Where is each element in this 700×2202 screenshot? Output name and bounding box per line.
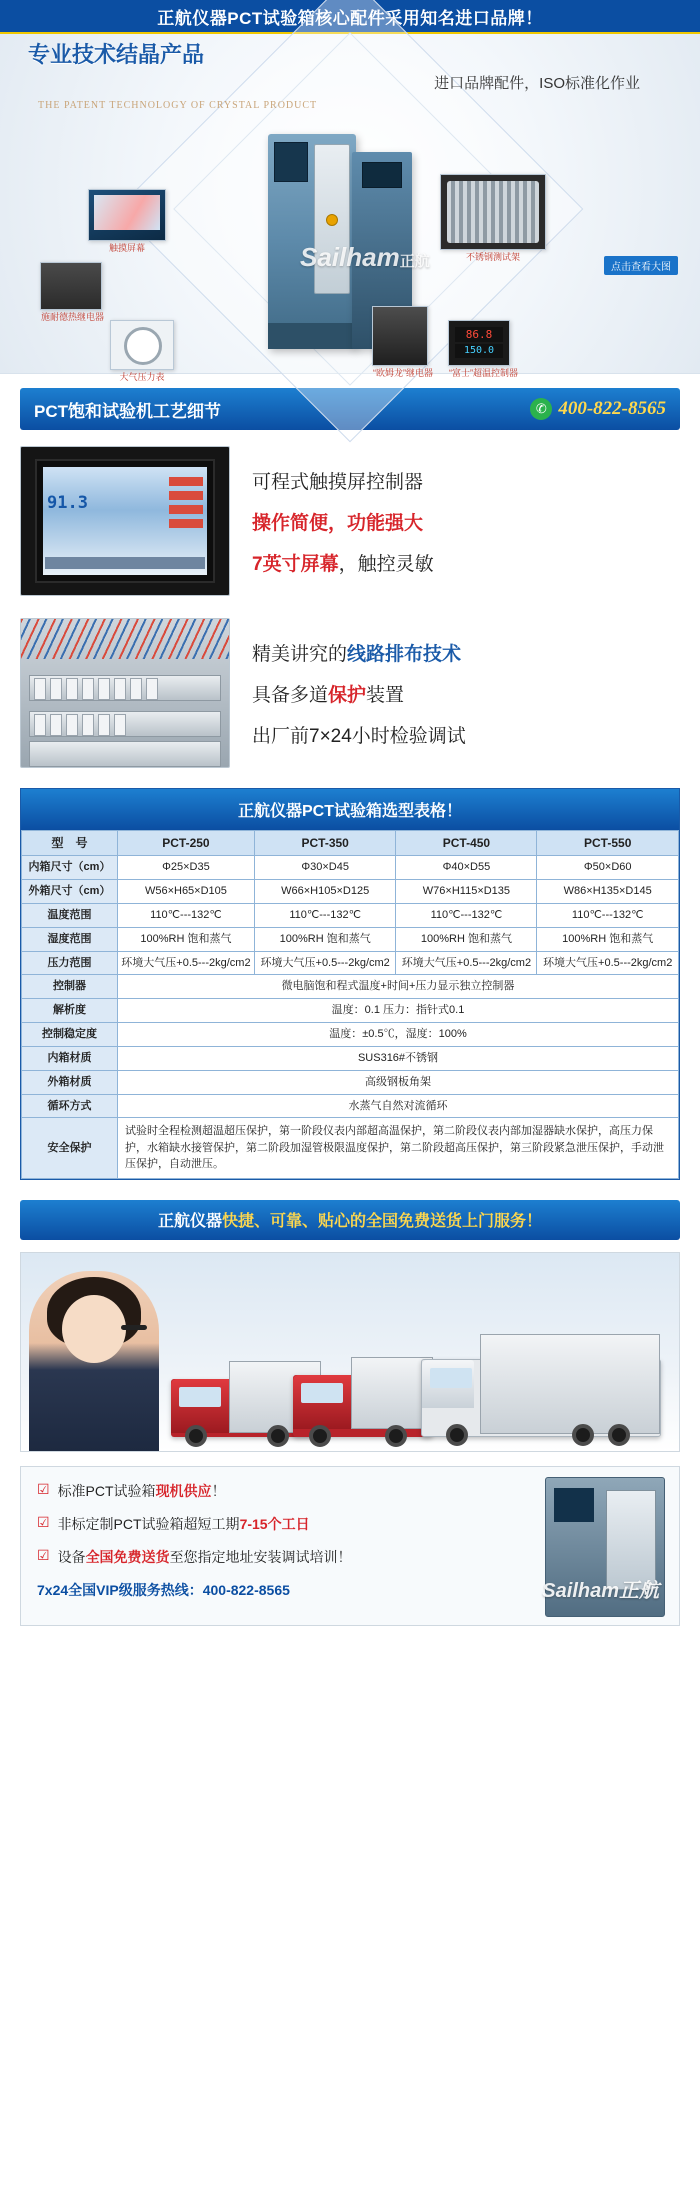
controller-pv-display: 86.8 (455, 327, 503, 342)
feature-1-line-1: 可程式触摸屏控制器 (252, 471, 424, 493)
feature-2-line-1 (252, 639, 680, 666)
cell: Φ40×D55 (396, 856, 537, 880)
terminal-block (82, 714, 94, 736)
chamber-secondary-screen (362, 162, 402, 188)
terminal-block (34, 678, 46, 700)
feature-row-wiring (20, 618, 680, 768)
truck-wheel (309, 1425, 331, 1447)
hmi-alarm-button-2 (169, 491, 203, 500)
component-label-coil: 不锈钢测试架 (465, 252, 520, 262)
promise-hotline: 7x24全国VIP级服务热线：400-822-8565 (37, 1581, 290, 1598)
cell: 环境大气压+0.5---2kg/cm2 (396, 951, 537, 975)
truck-wheel (572, 1424, 594, 1446)
cell-merged: SUS316#不锈钢 (118, 1046, 679, 1070)
promise-item-2-b: 7-15个工日 (239, 1515, 310, 1532)
truck-cab (422, 1360, 474, 1408)
spec-col-pct450: PCT-450 (396, 831, 537, 856)
row-label-outer-size: 外箱尺寸（cm） (22, 880, 118, 904)
hero-brand-watermark (300, 242, 430, 273)
hero-heading-group (0, 38, 700, 69)
chamber-control-panel (274, 142, 308, 182)
truck-wheel (385, 1425, 407, 1447)
hero-brand-name: Sailham (300, 242, 400, 272)
service-bar-highlight: 快捷、可靠、贴心的全国免费送货上门服务！ (222, 1213, 543, 1231)
component-thumb-omron-relay[interactable] (372, 306, 433, 378)
cell-merged: 水蒸气自然对流循环 (118, 1094, 679, 1118)
cell: Φ30×D45 (254, 856, 396, 880)
promise-item-2 (37, 1514, 457, 1534)
truck-window (430, 1368, 472, 1388)
feature-text-wiring (252, 639, 680, 748)
promise-brand-watermark (542, 1574, 659, 1603)
feature-1-line-3-rest: ，触控灵敏 (338, 553, 434, 575)
promise-item-1-a: 标准PCT试验箱 (57, 1482, 156, 1499)
row-label-circulation: 循环方式 (22, 1094, 118, 1118)
promise-item-2-text (58, 1514, 310, 1534)
feature-2-line-2-b: 保护 (328, 684, 367, 706)
cell: 110℃---132℃ (396, 903, 537, 927)
table-row (22, 856, 679, 880)
row-label-controller: 控制器 (22, 975, 118, 999)
spec-table-header-row (22, 831, 679, 856)
top-banner-text: 正航仪器PCT试验箱核心配件采用知名进口品牌！ (157, 8, 543, 28)
feature-row-touch-controller (20, 446, 680, 596)
truck-window (301, 1383, 343, 1403)
customer-service-agent-photo (29, 1271, 159, 1451)
cell-merged: 微电脑饱和程式温度+时间+压力显示独立控制器 (118, 975, 679, 999)
component-thumb-pressure-gauge[interactable] (110, 320, 174, 382)
terminal-block (50, 678, 62, 700)
promise-item-3 (37, 1547, 457, 1567)
component-label-ssr: “欧姆龙”继电器 (373, 368, 433, 378)
cell-safety-description: 试验时全程检测超温超压保护，第一阶段仪表内部超高温保护，第二阶段仪表内部加湿器缺水保护，高压力保护，水箱缺水接管保护，第二阶段加湿管极限温度保护，第二阶段超高压保护，第三阶段紧急泄压保护，手动泄压保护，自动泄压。 (118, 1118, 679, 1179)
cell-merged: 温度：±0.5℃，湿度：100% (118, 1023, 679, 1047)
table-row (22, 880, 679, 904)
terminal-block (98, 678, 110, 700)
truck-wheel (185, 1425, 207, 1447)
truck-wheel (608, 1424, 630, 1446)
spec-col-pct350: PCT-350 (254, 831, 396, 856)
promise-item-1 (37, 1481, 457, 1501)
cell: 110℃---132℃ (118, 903, 255, 927)
component-thumb-touchscreen[interactable] (88, 189, 166, 253)
feature-2-line-2 (252, 680, 680, 707)
hmi-alarm-button-3 (169, 505, 203, 514)
table-row (22, 1023, 679, 1047)
agent-face (62, 1295, 126, 1363)
table-row (22, 1070, 679, 1094)
truck-cab (293, 1375, 353, 1429)
cell: 100%RH 饱和蒸气 (118, 927, 255, 951)
delivery-truck-3 (421, 1359, 661, 1437)
row-label-safety: 安全保护 (22, 1118, 118, 1179)
cell: 110℃---132℃ (537, 903, 679, 927)
terminal-block (50, 714, 62, 736)
hmi-alarm-button-1 (169, 477, 203, 486)
promise-item-3-b: 全国免费送货 (85, 1548, 170, 1565)
terminal-block (114, 678, 126, 700)
service-bar-prefix: 正航仪器 (157, 1213, 222, 1231)
cabinet-control-panel (554, 1488, 594, 1522)
hmi-touch-panel-photo (20, 446, 230, 596)
promise-item-3-text (58, 1547, 352, 1567)
section-bar-title: PCT饱和试验机工艺细节 (34, 401, 221, 421)
row-label-humidity-range: 湿度范围 (22, 927, 118, 951)
table-row (22, 927, 679, 951)
controller-sv-display: 150.0 (455, 344, 503, 358)
feature-text-touch-controller (252, 467, 680, 576)
terminal-block (146, 678, 158, 700)
component-label-touchscreen: 触摸屏幕 (108, 243, 145, 253)
terminal-block (82, 678, 94, 700)
check-icon: ☑ (37, 1546, 50, 1563)
cell: W66×H105×D125 (254, 880, 396, 904)
stainless-rack-coils (447, 181, 539, 243)
feature-2-line-2-c: 装置 (366, 684, 405, 706)
spec-col-pct250: PCT-250 (118, 831, 255, 856)
hmi-value-readout: 91.3 (47, 493, 88, 513)
promise-brand-cn: 正航 (619, 1579, 659, 1602)
feature-1-line-3-highlight: 7英寸屏幕 (252, 553, 339, 575)
promise-item-1-b: 现机供应 (155, 1482, 212, 1499)
terminal-rail-2 (29, 711, 221, 737)
terminal-block (66, 714, 78, 736)
wiring-harness (21, 619, 229, 659)
terminal-rail-1 (29, 675, 221, 701)
promise-item-1-c: ！ (211, 1482, 226, 1499)
hero-english-tagline: THE PATENT TECHNOLOGY OF CRYSTAL PRODUCT (38, 100, 318, 111)
terminal-rail-3 (29, 741, 221, 767)
component-label-meter: “富士”超温控制器 (449, 368, 518, 378)
row-label-inner-material: 内箱材质 (22, 1046, 118, 1070)
table-row (22, 999, 679, 1023)
component-label-relay: 施耐德热继电器 (41, 312, 105, 322)
cell: 100%RH 饱和蒸气 (396, 927, 537, 951)
promise-item-2-a: 非标定制PCT试验箱超短工期 (57, 1515, 240, 1532)
truck-cab (171, 1379, 231, 1433)
promise-item-3-c: 至您指定地址安装调试培训！ (169, 1548, 352, 1565)
cell: W76×H115×D135 (396, 880, 537, 904)
hmi-alarm-button-4 (169, 519, 203, 528)
terminal-block (114, 714, 126, 736)
section-bar-phone-group[interactable] (530, 398, 666, 420)
cell: 100%RH 饱和蒸气 (537, 927, 679, 951)
hero-section (0, 34, 700, 382)
component-thumb-stainless-rack[interactable] (440, 174, 546, 262)
hero-brand-cn: 正航 (399, 253, 430, 270)
table-row (22, 951, 679, 975)
row-label-pressure-range: 压力范围 (22, 951, 118, 975)
delivery-truck-2 (293, 1375, 433, 1437)
table-row (22, 1094, 679, 1118)
cell: 环境大气压+0.5---2kg/cm2 (537, 951, 679, 975)
row-label-resolution: 解析度 (22, 999, 118, 1023)
row-label-stability: 控制稳定度 (22, 1023, 118, 1047)
table-row (22, 903, 679, 927)
spec-col-pct550: PCT-550 (537, 831, 679, 856)
cell: 环境大气压+0.5---2kg/cm2 (254, 951, 396, 975)
row-label-inner-size: 内箱尺寸（cm） (22, 856, 118, 880)
feature-2-line-2-a: 具备多道 (252, 684, 329, 706)
pressure-gauge-dial-icon (124, 327, 162, 365)
hmi-bottom-toolbar (45, 557, 205, 569)
terminal-block (34, 714, 46, 736)
terminal-block (98, 714, 110, 736)
cell: 100%RH 饱和蒸气 (254, 927, 396, 951)
row-label-outer-material: 外箱材质 (22, 1070, 118, 1094)
chamber-base (268, 323, 356, 349)
feature-2-line-1-b: 线路排布技术 (347, 643, 462, 665)
feature-2-line-1-a: 精美讲究的 (252, 643, 348, 665)
row-label-temp-range: 温度范围 (22, 903, 118, 927)
terminal-block (130, 678, 142, 700)
promise-item-3-a: 设备 (57, 1548, 86, 1565)
phone-icon: ✆ (530, 398, 552, 420)
chamber-knob-icon (326, 214, 338, 226)
cell: W56×H65×D105 (118, 880, 255, 904)
cell-merged: 高级钢板角架 (118, 1070, 679, 1094)
truck-cargo-box (480, 1334, 660, 1434)
promise-brand-name: Sailham (542, 1579, 619, 1602)
electrical-wiring-cabinet-photo (20, 618, 230, 768)
promise-item-1-text (58, 1481, 226, 1501)
check-icon: ☑ (37, 1480, 50, 1497)
cell: W86×H135×D145 (537, 880, 679, 904)
spec-table-title: 正航仪器PCT试验箱选型表格！ (21, 789, 679, 830)
cell: 环境大气压+0.5---2kg/cm2 (118, 951, 255, 975)
component-label-gauge: 大气压力表 (119, 372, 165, 382)
feature-1-line-2 (252, 508, 680, 535)
cell: Φ50×D60 (537, 856, 679, 880)
hero-subtitle: 进口品牌配件，ISO标准化作业 (434, 75, 640, 92)
cell-merged: 温度：0.1 压力：指针式0.1 (118, 999, 679, 1023)
truck-wheel (267, 1425, 289, 1447)
cell: 110℃---132℃ (254, 903, 396, 927)
spec-table (21, 830, 679, 1179)
service-and-delivery-trucks-photo (20, 1252, 680, 1452)
table-row (22, 1118, 679, 1179)
promise-block (20, 1466, 680, 1626)
view-large-image-button[interactable]: 点击查看大图 (604, 256, 678, 275)
headset-microphone-icon (121, 1325, 147, 1330)
feature-1-line-2-highlight: 操作简便，功能强大 (252, 512, 424, 534)
spec-col-label: 型 号 (22, 831, 118, 856)
truck-window (179, 1387, 221, 1407)
hero-title: 专业技术结晶产品 (28, 42, 205, 67)
terminal-block (66, 678, 78, 700)
cell: Φ25×D35 (118, 856, 255, 880)
touchscreen-display (94, 195, 160, 230)
component-thumb-relay[interactable] (40, 262, 105, 322)
truck-wheel (446, 1424, 468, 1446)
service-bar (20, 1200, 680, 1240)
check-icon: ☑ (37, 1513, 50, 1530)
feature-1-line-3 (252, 549, 680, 576)
table-row (22, 1046, 679, 1070)
spec-table-container (20, 788, 680, 1180)
feature-2-line-3: 出厂前7×24小时检验调试 (252, 725, 466, 747)
component-thumb-temperature-controller[interactable] (448, 320, 518, 378)
table-row (22, 975, 679, 999)
section-bar-phone-number: 400-822-8565 (558, 398, 666, 419)
